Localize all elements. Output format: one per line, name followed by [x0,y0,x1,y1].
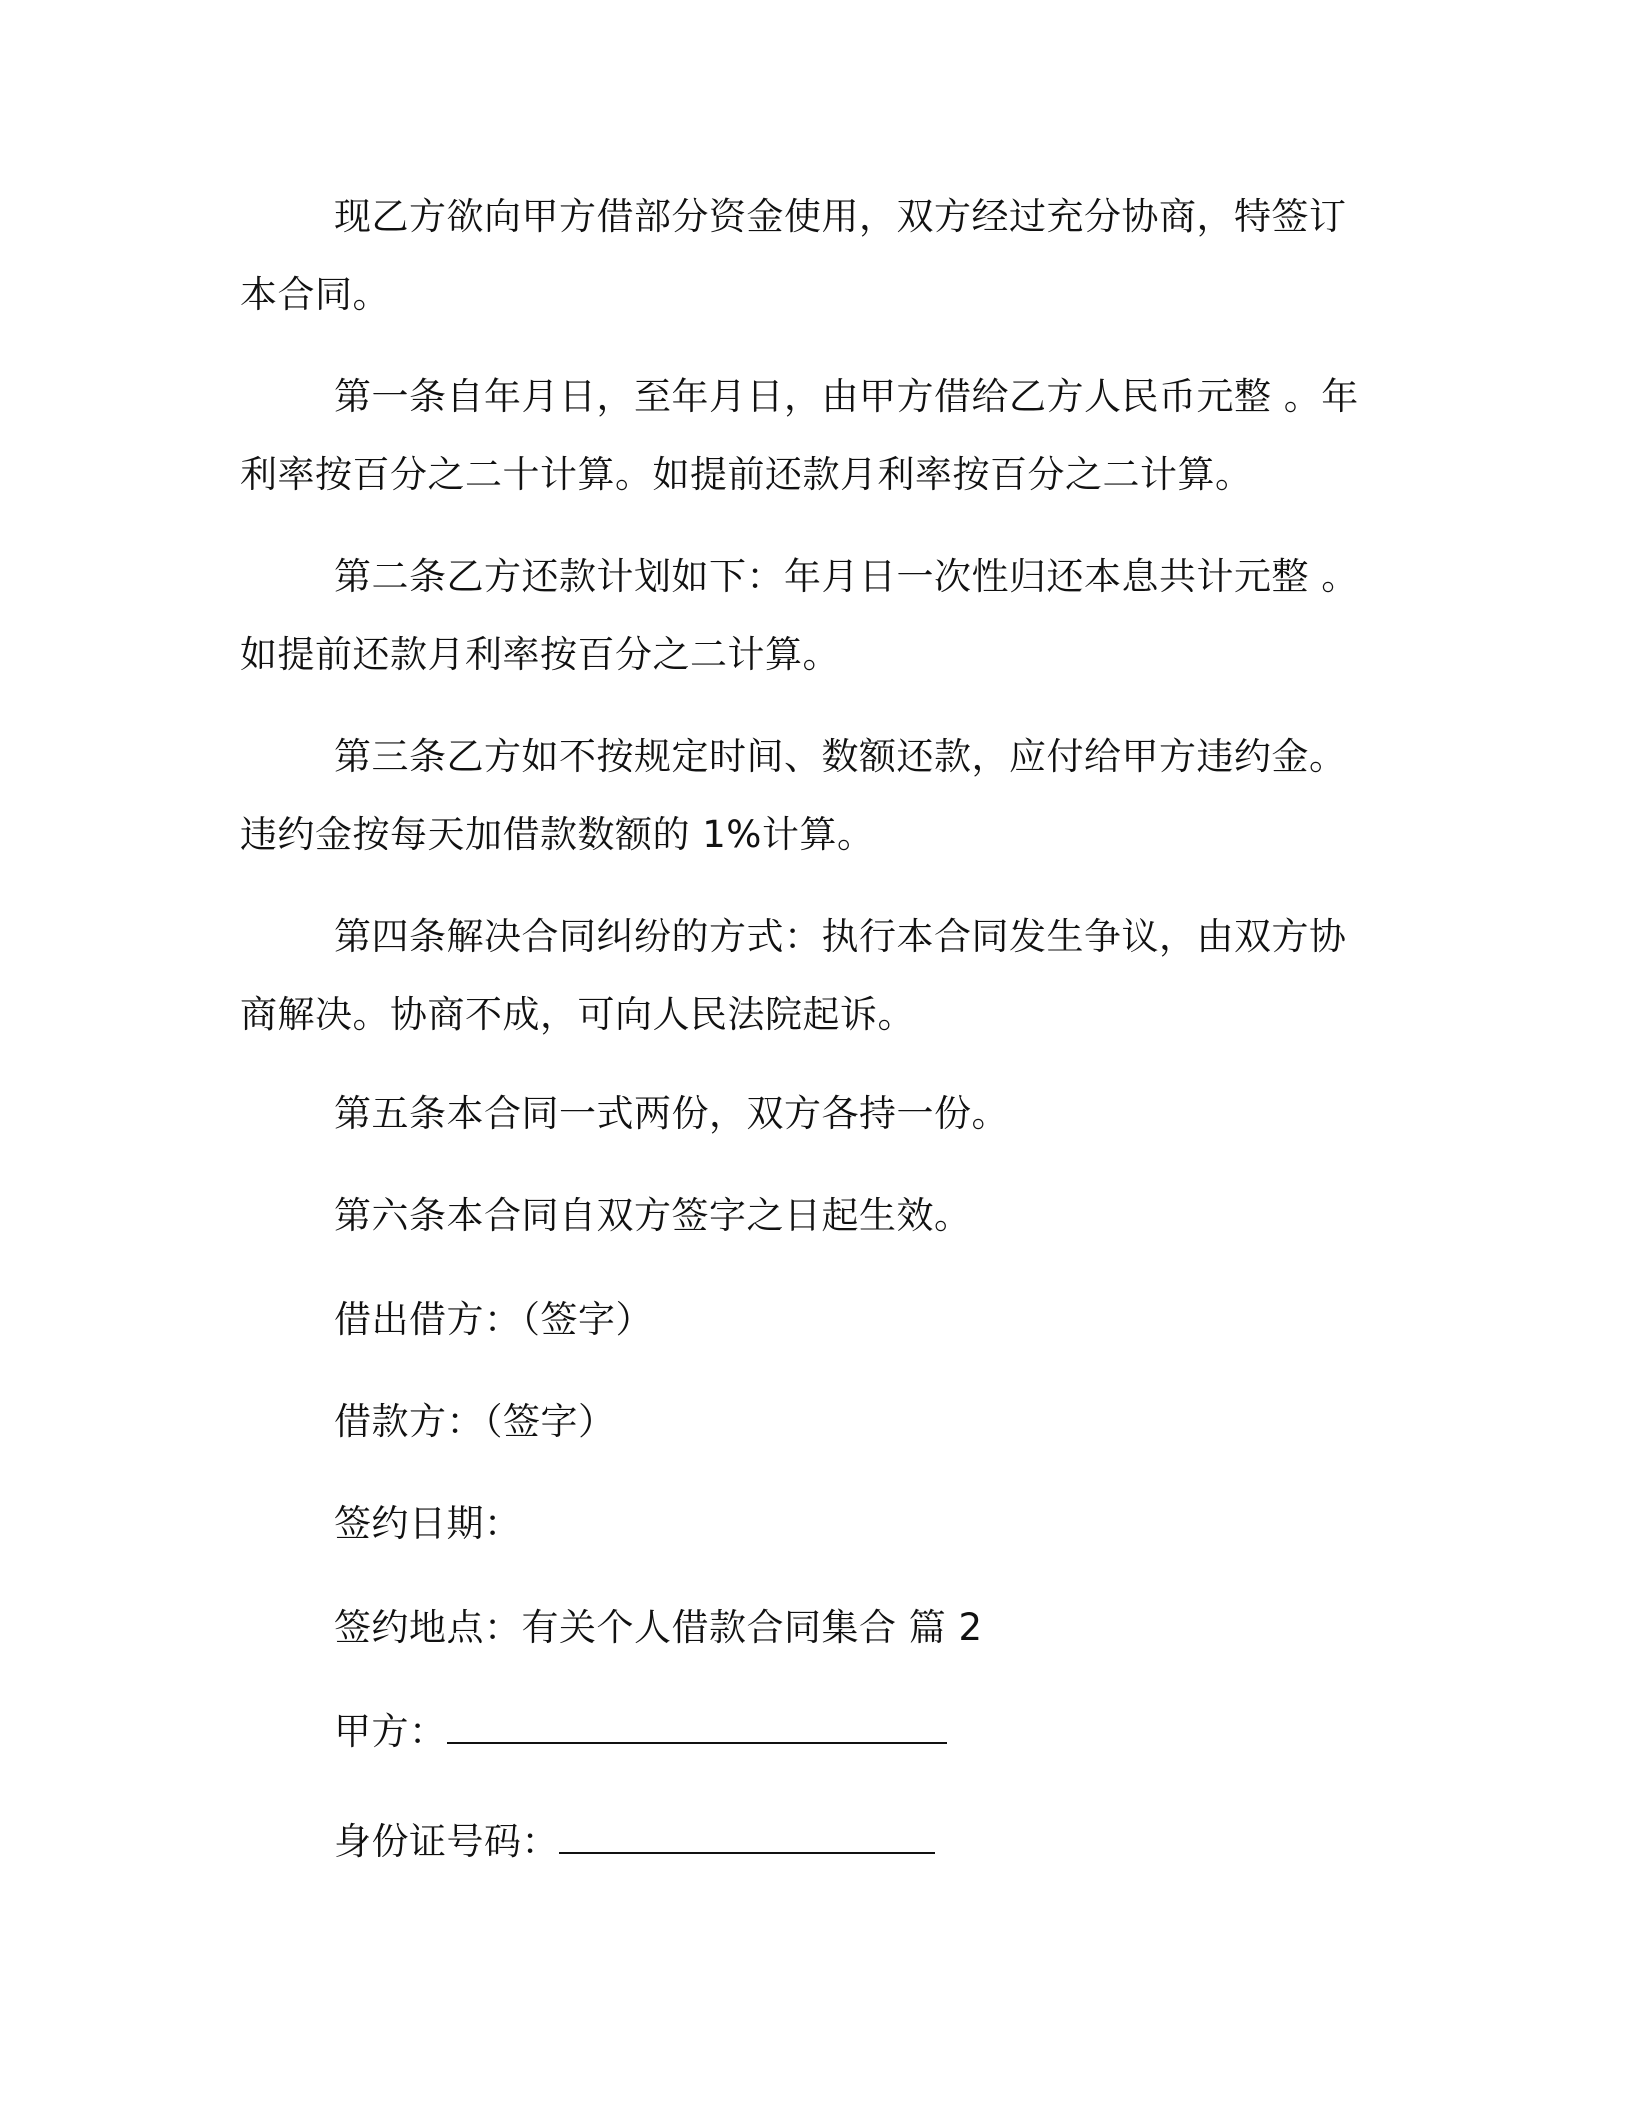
clause-6: 第六条本合同自双方签字之日起生效。 [334,1194,972,1237]
clause-4: 第四条解决合同纠纷的方式：执行本合同发生争议，由双方协商解决。协商不成，可向人民法院起诉。 [240,915,1347,1036]
id-number-line [334,1812,935,1872]
sign-date-line: 签约日期： [334,1502,522,1545]
party-a-blank [447,1702,947,1744]
party-a-line [334,1702,947,1762]
sign-place-line: 签约地点：有关个人借款合同集合 篇 2 [334,1606,983,1649]
paragraph-intro: 现乙方欲向甲方借部分资金使用，双方经过充分协商，特签订本合同。 [240,195,1347,316]
party-a-label: 甲方： [334,1710,447,1753]
borrower-signature-line: 借款方：（签字） [334,1400,616,1443]
clause-5: 第五条本合同一式两份，双方各持一份。 [334,1092,1009,1135]
clause-3: 第三条乙方如不按规定时间、数额还款，应付给甲方违约金。违约金按每天加借款数额的 1%计算。 [240,735,1347,856]
clause-2: 第二条乙方还款计划如下：年月日一次性归还本息共计元整 。如提前还款月利率按百分之二计算。 [240,555,1359,676]
id-number-blank [559,1812,935,1854]
id-number-label: 身份证号码： [334,1820,559,1863]
lender-signature-line: 借出借方：（签字） [334,1298,653,1341]
clause-1: 第一条自年月日，至年月日，由甲方借给乙方人民币元整 。年利率按百分之二十计算。如提前还款月利率按百分之二计算。 [240,375,1359,496]
